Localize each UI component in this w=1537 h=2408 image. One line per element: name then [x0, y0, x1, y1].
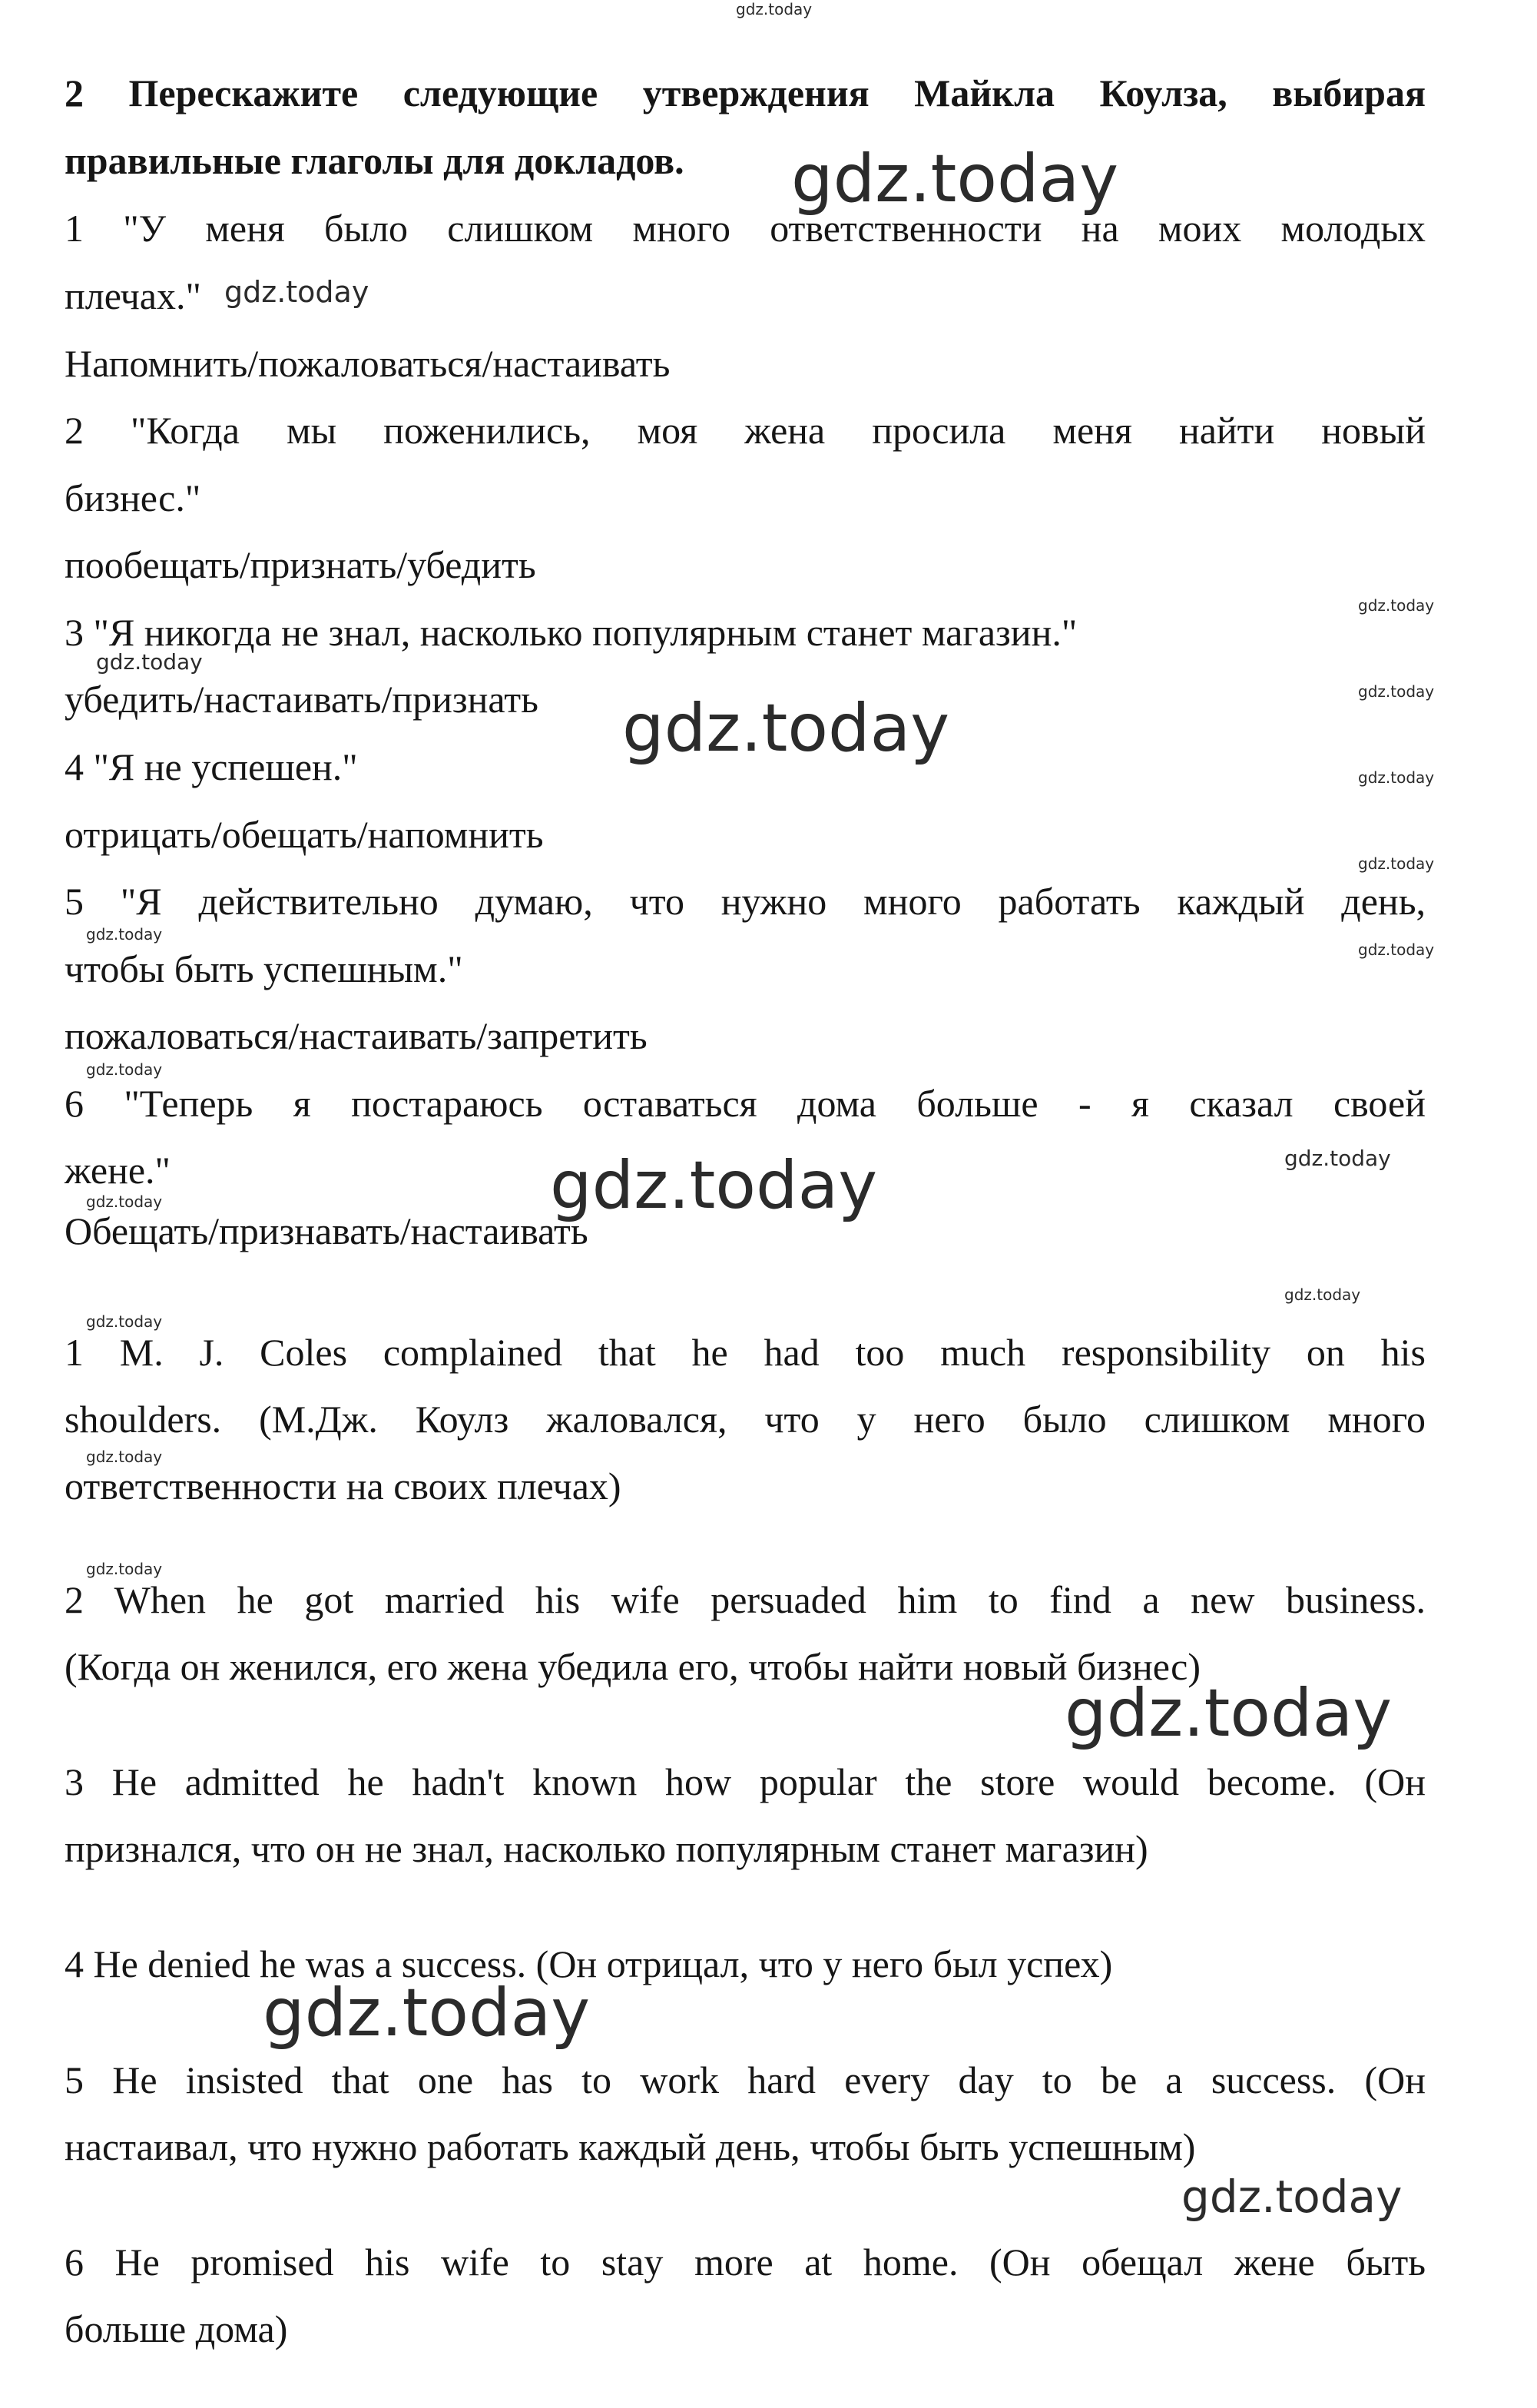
watermark: gdz.today — [791, 141, 1119, 217]
watermark: gdz.today — [1358, 940, 1435, 959]
task-item-2-verbs: пообещать/признать/убедить — [65, 543, 536, 586]
watermark: gdz.today — [622, 690, 950, 767]
task-item-1-line-1: 1 "У меня было слишком много ответственности на моих молодых — [65, 207, 1426, 250]
task-item-5-verbs: пожаловаться/настаивать/запретить — [65, 1014, 648, 1057]
task-item-2-line-2: бизнес." — [65, 476, 201, 519]
task-item-1-verbs: Напомнить/пожаловаться/настаивать — [65, 342, 671, 385]
answer-3-line-1: 3 He admitted he hadn't known how popular the store would become. (Он — [65, 1760, 1426, 1803]
watermark: gdz.today — [1284, 1146, 1391, 1171]
task-item-5-line-1: 5 "Я действительно думаю, что нужно много работать каждый день, — [65, 880, 1426, 923]
watermark: gdz.today — [1358, 768, 1435, 787]
task-item-1-line-2: плечах." — [65, 274, 201, 317]
watermark: gdz.today — [224, 275, 369, 309]
watermark: gdz.today — [86, 1060, 163, 1079]
watermark: gdz.today — [86, 1312, 163, 1331]
watermark: gdz.today — [736, 0, 813, 18]
task-item-3-verbs: убедить/настаивать/признать — [65, 678, 538, 721]
watermark: gdz.today — [86, 1192, 163, 1211]
task-item-2-line-1: 2 "Когда мы поженились, моя жена просила меня найти новый — [65, 409, 1426, 452]
watermark: gdz.today — [263, 1975, 591, 2051]
watermark: gdz.today — [1358, 854, 1435, 873]
task-item-6-line-2: жене." — [65, 1149, 171, 1192]
task-title-line-2: правильные глаголы для докладов. — [65, 139, 684, 182]
answer-2-line-2: (Когда он женился, его жена убедила его, чтобы найти новый бизнес) — [65, 1645, 1201, 1688]
task-item-3-line-1: 3 "Я никогда не знал, насколько популярным станет магазин." — [65, 611, 1078, 654]
watermark: gdz.today — [96, 649, 203, 675]
answer-5-line-1: 5 He insisted that one has to work hard every day to be a success. (Он — [65, 2058, 1426, 2101]
answer-6-line-2: больше дома) — [65, 2307, 288, 2350]
watermark: gdz.today — [86, 1560, 163, 1578]
watermark: gdz.today — [1358, 682, 1435, 701]
watermark: gdz.today — [1358, 596, 1435, 615]
answer-5-line-2: настаивал, что нужно работать каждый день, чтобы быть успешным) — [65, 2125, 1196, 2168]
answer-4-line-1: 4 He denied he was a success. (Он отрицал, что у него был успех) — [65, 1942, 1113, 1985]
task-item-4-verbs: отрицать/обещать/напомнить — [65, 813, 544, 856]
task-item-5-line-2: чтобы быть успешным." — [65, 947, 463, 990]
task-item-4-line-1: 4 "Я не успешен." — [65, 745, 358, 788]
watermark: gdz.today — [1181, 2171, 1403, 2223]
task-item-6-line-1: 6 "Теперь я постараюсь оставаться дома больше - я сказал своей — [65, 1082, 1426, 1125]
answer-3-line-2: признался, что он не знал, насколько популярным станет магазин) — [65, 1827, 1148, 1870]
answer-2-line-1: 2 When he got married his wife persuaded him to find a new business. — [65, 1578, 1426, 1621]
watermark: gdz.today — [1284, 1285, 1361, 1304]
task-title-line-1: 2 Перескажите следующие утверждения Майкла Коулза, выбирая — [65, 71, 1426, 114]
watermark: gdz.today — [550, 1147, 878, 1224]
watermark: gdz.today — [86, 925, 163, 944]
watermark: gdz.today — [86, 1448, 163, 1466]
task-item-6-verbs: Обещать/признавать/настаивать — [65, 1209, 588, 1252]
answer-1-line-1: 1 M. J. Coles complained that he had too much responsibility on his — [65, 1331, 1426, 1374]
answer-1-line-2: shoulders. (М.Дж. Коулз жаловался, что у него было слишком много — [65, 1398, 1426, 1441]
watermark: gdz.today — [1065, 1675, 1393, 1752]
answer-6-line-1: 6 He promised his wife to stay more at home. (Он обещал жене быть — [65, 2241, 1426, 2284]
answer-1-line-3: ответственности на своих плечах) — [65, 1464, 621, 1507]
